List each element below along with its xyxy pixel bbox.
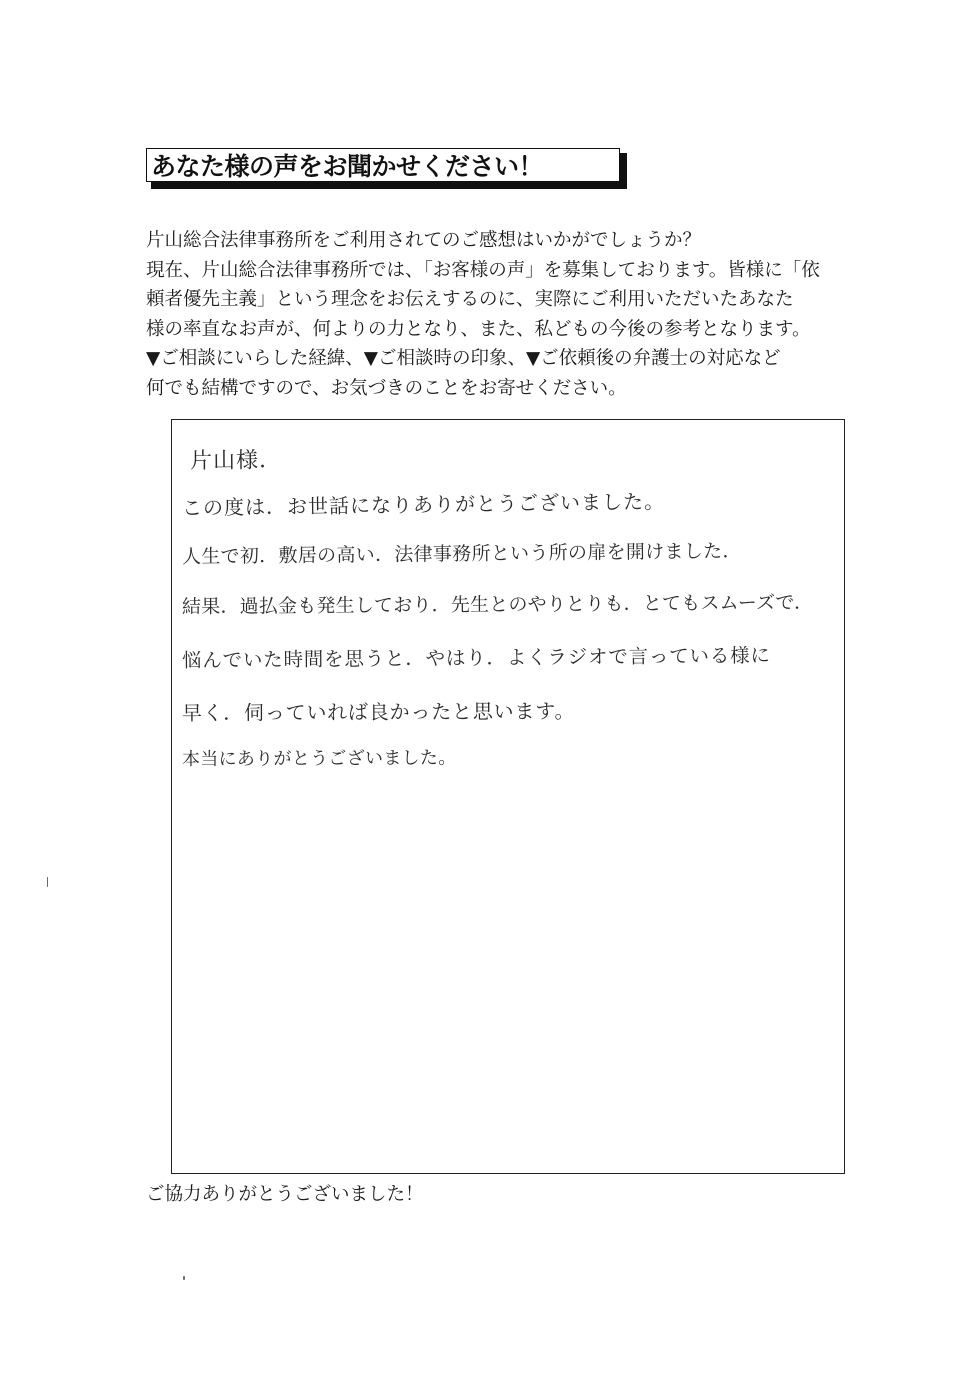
intro-line: 何でも結構ですので、お気づきのことをお寄せください。: [146, 377, 627, 399]
handwritten-line: この度は．お世話になりありがとうございました。: [181, 489, 666, 520]
intro-line: 頼者優先主義」という理念をお伝えするのに、実際にご利用いただいたあなた: [146, 289, 794, 310]
handwritten-line: 早く．伺っていれば良かったと思います。: [181, 698, 576, 725]
handwritten-line: 人生で初．敷居の高い．法律事務所という所の扉を開けました．: [181, 540, 742, 568]
title-banner: [146, 148, 628, 190]
handwritten-line: 片山様．: [189, 448, 283, 474]
intro-line: 様の率直なお声が、何よりの力となり、また、私どもの今後の参考となります。: [146, 318, 811, 340]
scan-speck: [183, 1276, 185, 1280]
page-title: あなた様の声をお聞かせください！: [151, 152, 544, 181]
intro-line: 片山総合法律事務所をご利用されてのご感想はいかがでしょうか？: [146, 230, 702, 251]
scan-speck: [47, 877, 48, 887]
intro-line: ▼ご相談にいらした経緯、▼ご相談時の印象、▼ご依頼後の弁護士の対応など: [146, 348, 781, 369]
intro-line: 現在、片山総合法律事務所では、「お客様の声」を募集しております。皆様に「依: [146, 259, 820, 281]
closing-thanks: ご協力ありがとうございました！: [146, 1184, 424, 1205]
answer-box: [171, 419, 845, 1174]
title-box: [146, 148, 620, 182]
handwritten-line: 悩んでいた時間を思うと．やはり．よくラジオで言っている様に: [181, 643, 771, 672]
intro-paragraph: [146, 226, 866, 403]
handwritten-line: 本当にありがとうございました。: [181, 747, 457, 770]
handwritten-line: 結果．過払金も発生しており．先生とのやりとりも．とてもスムーズで．: [181, 591, 814, 618]
